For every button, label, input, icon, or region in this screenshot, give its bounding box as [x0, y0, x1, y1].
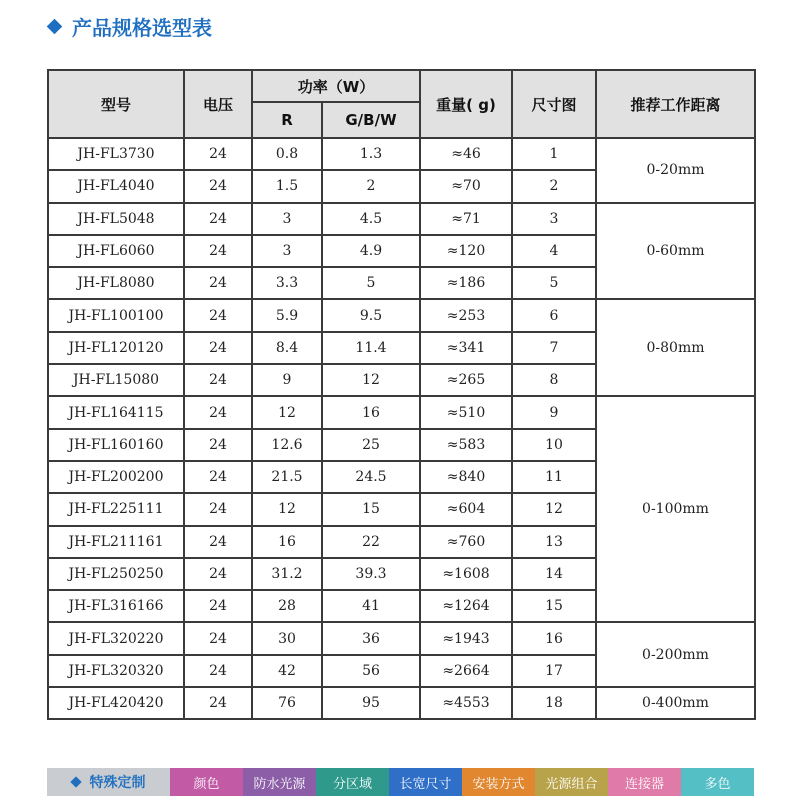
cell-power-gbw: 36 [322, 622, 420, 654]
cell-power-r: 1.5 [252, 170, 322, 202]
cell-power-gbw: 22 [322, 526, 420, 558]
header-power-gbw: G/B/W [322, 102, 420, 138]
cell-voltage: 24 [184, 364, 252, 396]
cell-weight: ≈1943 [420, 622, 512, 654]
cell-drawing: 14 [512, 558, 596, 590]
header-voltage: 电压 [184, 70, 252, 138]
cell-power-gbw: 24.5 [322, 461, 420, 493]
cell-model: JH-FL250250 [48, 558, 184, 590]
cell-power-gbw: 16 [322, 396, 420, 428]
custom-option-7: 连接器 [608, 768, 681, 796]
cell-drawing: 9 [512, 396, 596, 428]
cell-power-gbw: 1.3 [322, 138, 420, 170]
cell-power-gbw: 95 [322, 687, 420, 719]
cell-weight: ≈840 [420, 461, 512, 493]
cell-drawing: 6 [512, 299, 596, 331]
cell-weight: ≈604 [420, 493, 512, 525]
spec-table-body [48, 138, 755, 719]
header-distance: 推荐工作距离 [596, 70, 755, 138]
cell-weight: ≈2664 [420, 655, 512, 687]
cell-voltage: 24 [184, 396, 252, 428]
cell-power-r: 3 [252, 203, 322, 235]
cell-drawing: 10 [512, 429, 596, 461]
cell-power-gbw: 12 [322, 364, 420, 396]
cell-power-gbw: 4.9 [322, 235, 420, 267]
cell-model: JH-FL420420 [48, 687, 184, 719]
header-power-r: R [252, 102, 322, 138]
cell-power-r: 5.9 [252, 299, 322, 331]
cell-voltage: 24 [184, 332, 252, 364]
cell-power-r: 3 [252, 235, 322, 267]
header-model: 型号 [48, 70, 184, 138]
cell-model: JH-FL316166 [48, 590, 184, 622]
cell-model: JH-FL120120 [48, 332, 184, 364]
cell-model: JH-FL211161 [48, 526, 184, 558]
cell-drawing: 5 [512, 267, 596, 299]
cell-drawing: 17 [512, 655, 596, 687]
cell-power-r: 30 [252, 622, 322, 654]
table-row [48, 622, 755, 654]
spec-table [47, 69, 756, 720]
table-row [48, 299, 755, 331]
cell-power-r: 0.8 [252, 138, 322, 170]
page-title [46, 8, 212, 44]
custom-option-3: 分区域 [316, 768, 389, 796]
cell-drawing: 11 [512, 461, 596, 493]
cell-model: JH-FL100100 [48, 299, 184, 331]
cell-power-gbw: 56 [322, 655, 420, 687]
cell-weight: ≈71 [420, 203, 512, 235]
cell-model: JH-FL4040 [48, 170, 184, 202]
cell-power-r: 12 [252, 396, 322, 428]
custom-option-4: 长宽尺寸 [389, 768, 462, 796]
cell-model: JH-FL320320 [48, 655, 184, 687]
cell-drawing: 3 [512, 203, 596, 235]
cell-weight: ≈1264 [420, 590, 512, 622]
cell-voltage: 24 [184, 493, 252, 525]
cell-weight: ≈253 [420, 299, 512, 331]
header-drawing: 尺寸图 [512, 70, 596, 138]
cell-voltage: 24 [184, 590, 252, 622]
cell-voltage: 24 [184, 687, 252, 719]
cell-power-r: 16 [252, 526, 322, 558]
cell-drawing: 1 [512, 138, 596, 170]
cell-model: JH-FL3730 [48, 138, 184, 170]
cell-power-gbw: 39.3 [322, 558, 420, 590]
cell-power-gbw: 2 [322, 170, 420, 202]
cell-power-r: 12 [252, 493, 322, 525]
header-power: 功率（W） [252, 70, 420, 102]
cell-drawing: 12 [512, 493, 596, 525]
cell-drawing: 7 [512, 332, 596, 364]
cell-model: JH-FL320220 [48, 622, 184, 654]
cell-distance: 0-100mm [596, 396, 755, 622]
cell-power-r: 42 [252, 655, 322, 687]
cell-power-r: 76 [252, 687, 322, 719]
cell-model: JH-FL6060 [48, 235, 184, 267]
cell-weight: ≈46 [420, 138, 512, 170]
page-title-text: 产品规格选型表 [72, 15, 212, 40]
cell-model: JH-FL15080 [48, 364, 184, 396]
cell-power-r: 28 [252, 590, 322, 622]
cell-distance: 0-20mm [596, 138, 755, 203]
cell-distance: 0-400mm [596, 687, 755, 719]
cell-voltage: 24 [184, 299, 252, 331]
cell-voltage: 24 [184, 170, 252, 202]
cell-power-r: 21.5 [252, 461, 322, 493]
cell-voltage: 24 [184, 461, 252, 493]
cell-voltage: 24 [184, 655, 252, 687]
custom-bar-label [47, 768, 170, 796]
custom-option-5: 安装方式 [462, 768, 535, 796]
cell-drawing: 18 [512, 687, 596, 719]
cell-power-r: 31.2 [252, 558, 322, 590]
custom-options-bar [47, 768, 754, 796]
cell-voltage: 24 [184, 267, 252, 299]
cell-weight: ≈70 [420, 170, 512, 202]
custom-option-6: 光源组合 [535, 768, 608, 796]
diamond-icon [70, 776, 81, 787]
table-row [48, 138, 755, 170]
cell-weight: ≈186 [420, 267, 512, 299]
custom-option-8: 多色 [681, 768, 754, 796]
cell-weight: ≈341 [420, 332, 512, 364]
cell-power-gbw: 4.5 [322, 203, 420, 235]
cell-power-r: 12.6 [252, 429, 322, 461]
cell-voltage: 24 [184, 429, 252, 461]
cell-weight: ≈265 [420, 364, 512, 396]
cell-model: JH-FL5048 [48, 203, 184, 235]
cell-drawing: 16 [512, 622, 596, 654]
table-row [48, 203, 755, 235]
cell-drawing: 15 [512, 590, 596, 622]
custom-bar-label-text: 特殊定制 [89, 775, 146, 791]
custom-option-2: 防水光源 [243, 768, 316, 796]
diamond-icon [47, 18, 63, 34]
cell-weight: ≈760 [420, 526, 512, 558]
cell-voltage: 24 [184, 622, 252, 654]
cell-weight: ≈120 [420, 235, 512, 267]
cell-weight: ≈510 [420, 396, 512, 428]
cell-power-r: 9 [252, 364, 322, 396]
cell-power-gbw: 11.4 [322, 332, 420, 364]
cell-voltage: 24 [184, 558, 252, 590]
cell-drawing: 13 [512, 526, 596, 558]
cell-drawing: 8 [512, 364, 596, 396]
cell-voltage: 24 [184, 138, 252, 170]
cell-model: JH-FL164115 [48, 396, 184, 428]
cell-power-r: 3.3 [252, 267, 322, 299]
cell-voltage: 24 [184, 526, 252, 558]
cell-drawing: 4 [512, 235, 596, 267]
cell-power-gbw: 9.5 [322, 299, 420, 331]
cell-weight: ≈583 [420, 429, 512, 461]
custom-option-1: 颜色 [170, 768, 243, 796]
cell-distance: 0-60mm [596, 203, 755, 300]
cell-model: JH-FL200200 [48, 461, 184, 493]
cell-voltage: 24 [184, 235, 252, 267]
cell-weight: ≈1608 [420, 558, 512, 590]
cell-power-gbw: 25 [322, 429, 420, 461]
cell-model: JH-FL225111 [48, 493, 184, 525]
cell-power-gbw: 15 [322, 493, 420, 525]
cell-model: JH-FL160160 [48, 429, 184, 461]
cell-drawing: 2 [512, 170, 596, 202]
cell-distance: 0-80mm [596, 299, 755, 396]
table-row [48, 396, 755, 428]
header-weight: 重量( g) [420, 70, 512, 138]
table-row [48, 687, 755, 719]
cell-power-gbw: 41 [322, 590, 420, 622]
cell-power-gbw: 5 [322, 267, 420, 299]
cell-model: JH-FL8080 [48, 267, 184, 299]
cell-weight: ≈4553 [420, 687, 512, 719]
cell-voltage: 24 [184, 203, 252, 235]
cell-distance: 0-200mm [596, 622, 755, 687]
cell-power-r: 8.4 [252, 332, 322, 364]
